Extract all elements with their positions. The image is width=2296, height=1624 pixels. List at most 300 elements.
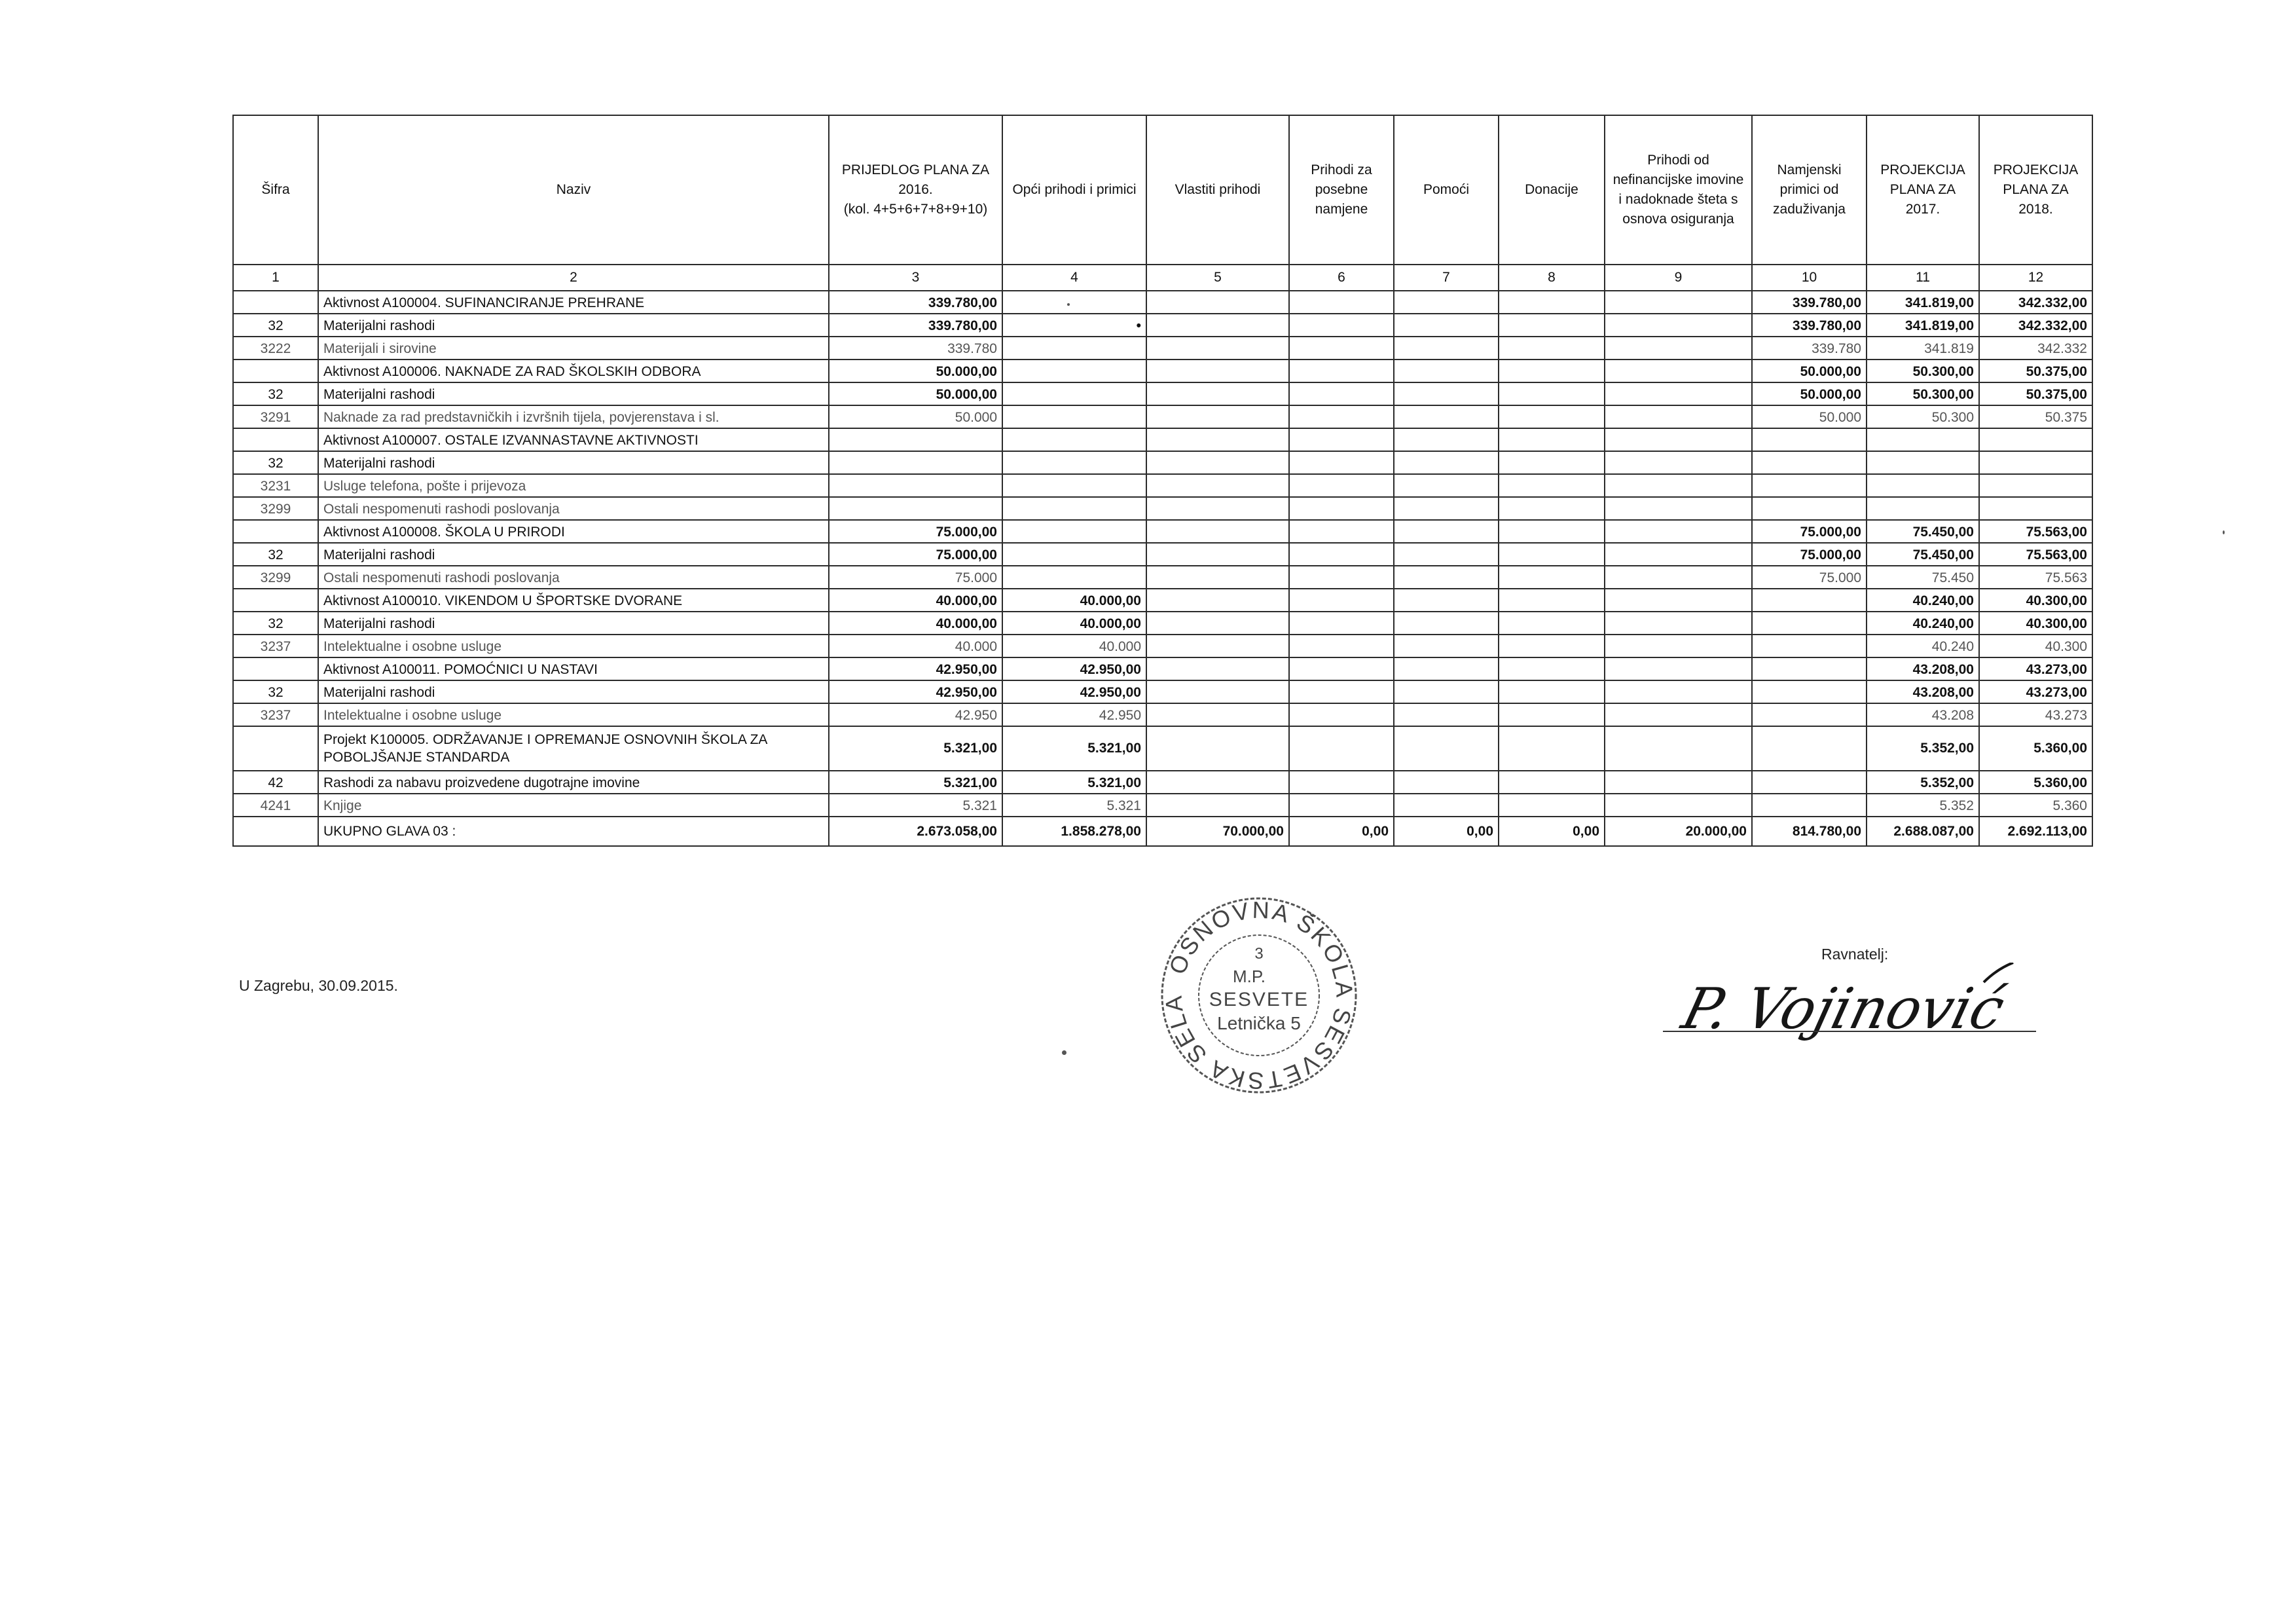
amount-namjenski-primici xyxy=(1752,451,1867,474)
amount-prijedlog-2016: 40.000,00 xyxy=(829,589,1002,612)
item-name: Usluge telefona, pošte i prijevoza xyxy=(318,474,829,497)
account-code: 32 xyxy=(233,612,318,635)
amount-donacije xyxy=(1499,771,1605,794)
table-row xyxy=(233,497,2092,520)
account-code: 4241 xyxy=(233,794,318,817)
amount-opci-prihodi xyxy=(1002,291,1146,314)
item-name: Intelektualne i osobne usluge xyxy=(318,635,829,657)
amount-posebne-namjene xyxy=(1289,566,1394,589)
amount-projekcija-2017: 341.819,00 xyxy=(1867,314,1979,337)
amount-donacije xyxy=(1499,451,1605,474)
table-row xyxy=(233,794,2092,817)
amount-prijedlog-2016: 42.950,00 xyxy=(829,680,1002,703)
amount-projekcija-2018: 50.375,00 xyxy=(1979,360,2092,382)
amount-projekcija-2017: 341.819,00 xyxy=(1867,291,1979,314)
table-row xyxy=(233,520,2092,543)
amount-projekcija-2017 xyxy=(1867,474,1979,497)
amount-prijedlog-2016: 42.950,00 xyxy=(829,657,1002,680)
amount-nefinancijska-imovina xyxy=(1605,680,1752,703)
table-row xyxy=(233,680,2092,703)
amount-vlastiti-prihodi xyxy=(1146,543,1289,566)
amount-pomoci xyxy=(1394,474,1499,497)
amount-vlastiti-prihodi xyxy=(1146,474,1289,497)
amount-nefinancijska-imovina xyxy=(1605,520,1752,543)
amount-pomoci xyxy=(1394,314,1499,337)
account-code: 3237 xyxy=(233,635,318,657)
amount-projekcija-2017: 50.300,00 xyxy=(1867,382,1979,405)
amount-projekcija-2018 xyxy=(1979,451,2092,474)
item-name: Aktivnost A100010. VIKENDOM U ŠPORTSKE DVORANE xyxy=(318,589,829,612)
account-code xyxy=(233,291,318,314)
amount-prijedlog-2016: 5.321,00 xyxy=(829,771,1002,794)
amount-prijedlog-2016: 75.000 xyxy=(829,566,1002,589)
place-date: U Zagrebu, 30.09.2015. xyxy=(239,977,398,994)
header-projekcija-2017: PROJEKCIJA PLANA ZA 2017. xyxy=(1867,115,1979,265)
amount-projekcija-2017: 75.450 xyxy=(1867,566,1979,589)
amount-vlastiti-prihodi xyxy=(1146,794,1289,817)
amount-donacije xyxy=(1499,726,1605,771)
column-number: 4 xyxy=(1002,265,1146,291)
amount-pomoci xyxy=(1394,635,1499,657)
amount-posebne-namjene xyxy=(1289,474,1394,497)
amount-opci-prihodi: 5.321 xyxy=(1002,794,1146,817)
amount-projekcija-2018: 50.375 xyxy=(1979,405,2092,428)
amount-pomoci xyxy=(1394,680,1499,703)
amount-opci-prihodi xyxy=(1002,497,1146,520)
amount-projekcija-2018: 40.300 xyxy=(1979,635,2092,657)
amount-opci-prihodi: 5.321,00 xyxy=(1002,771,1146,794)
amount-pomoci xyxy=(1394,451,1499,474)
amount-vlastiti-prihodi xyxy=(1146,612,1289,635)
amount-vlastiti-prihodi xyxy=(1146,360,1289,382)
account-code xyxy=(233,657,318,680)
amount-vlastiti-prihodi xyxy=(1146,337,1289,360)
amount-vlastiti-prihodi xyxy=(1146,703,1289,726)
amount-namjenski-primici xyxy=(1752,589,1867,612)
item-name: UKUPNO GLAVA 03 : xyxy=(318,817,829,846)
header-prijedlog xyxy=(829,115,1002,265)
amount-prijedlog-2016: 40.000,00 xyxy=(829,612,1002,635)
amount-namjenski-primici: 50.000,00 xyxy=(1752,360,1867,382)
header-namjenski-primici: Namjenski primici od zaduživanja xyxy=(1752,115,1867,265)
amount-projekcija-2017: 341.819 xyxy=(1867,337,1979,360)
amount-prijedlog-2016: 50.000,00 xyxy=(829,360,1002,382)
amount-namjenski-primici: 50.000,00 xyxy=(1752,382,1867,405)
amount-pomoci: 0,00 xyxy=(1394,817,1499,846)
table-body xyxy=(233,291,2092,846)
amount-posebne-namjene xyxy=(1289,520,1394,543)
amount-opci-prihodi xyxy=(1002,405,1146,428)
table-row xyxy=(233,612,2092,635)
amount-projekcija-2017: 75.450,00 xyxy=(1867,520,1979,543)
column-number: 2 xyxy=(318,265,829,291)
amount-opci-prihodi xyxy=(1002,566,1146,589)
stamp-number: 3 xyxy=(1254,945,1264,963)
amount-namjenski-primici xyxy=(1752,635,1867,657)
amount-projekcija-2017: 43.208,00 xyxy=(1867,657,1979,680)
amount-donacije xyxy=(1499,589,1605,612)
amount-projekcija-2018: 43.273 xyxy=(1979,703,2092,726)
amount-nefinancijska-imovina xyxy=(1605,703,1752,726)
amount-pomoci xyxy=(1394,360,1499,382)
amount-pomoci xyxy=(1394,612,1499,635)
amount-projekcija-2017 xyxy=(1867,497,1979,520)
amount-projekcija-2018: 2.692.113,00 xyxy=(1979,817,2092,846)
header-naziv: Naziv xyxy=(318,115,829,265)
amount-nefinancijska-imovina: 20.000,00 xyxy=(1605,817,1752,846)
account-code: 32 xyxy=(233,543,318,566)
amount-namjenski-primici: 75.000,00 xyxy=(1752,543,1867,566)
amount-opci-prihodi xyxy=(1002,451,1146,474)
header-vlastiti-prihodi: Vlastiti prihodi xyxy=(1146,115,1289,265)
header-pomoci: Pomoći xyxy=(1394,115,1499,265)
amount-namjenski-primici: 339.780,00 xyxy=(1752,314,1867,337)
svg-text:P. Vojinović: P. Vojinović xyxy=(1676,976,2011,1042)
stamp-street: Letnička 5 xyxy=(1217,1013,1301,1033)
amount-pomoci xyxy=(1394,771,1499,794)
account-code xyxy=(233,726,318,771)
amount-posebne-namjene xyxy=(1289,794,1394,817)
amount-posebne-namjene xyxy=(1289,589,1394,612)
amount-posebne-namjene xyxy=(1289,771,1394,794)
amount-vlastiti-prihodi xyxy=(1146,771,1289,794)
amount-nefinancijska-imovina xyxy=(1605,497,1752,520)
item-name: Aktivnost A100008. ŠKOLA U PRIRODI xyxy=(318,520,829,543)
table-row xyxy=(233,566,2092,589)
amount-namjenski-primici: 75.000,00 xyxy=(1752,520,1867,543)
amount-nefinancijska-imovina xyxy=(1605,451,1752,474)
amount-pomoci xyxy=(1394,726,1499,771)
amount-prijedlog-2016: 5.321 xyxy=(829,794,1002,817)
amount-projekcija-2018: 40.300,00 xyxy=(1979,589,2092,612)
amount-projekcija-2017: 40.240,00 xyxy=(1867,589,1979,612)
amount-prijedlog-2016 xyxy=(829,451,1002,474)
amount-vlastiti-prihodi xyxy=(1146,680,1289,703)
amount-donacije xyxy=(1499,566,1605,589)
amount-pomoci xyxy=(1394,337,1499,360)
amount-namjenski-primici xyxy=(1752,726,1867,771)
amount-projekcija-2018 xyxy=(1979,428,2092,451)
account-code: 3237 xyxy=(233,703,318,726)
amount-donacije xyxy=(1499,612,1605,635)
account-code: 3299 xyxy=(233,497,318,520)
amount-posebne-namjene xyxy=(1289,405,1394,428)
amount-nefinancijska-imovina xyxy=(1605,794,1752,817)
account-code: 32 xyxy=(233,314,318,337)
amount-projekcija-2017 xyxy=(1867,451,1979,474)
amount-nefinancijska-imovina xyxy=(1605,726,1752,771)
amount-namjenski-primici: 50.000 xyxy=(1752,405,1867,428)
amount-projekcija-2017: 75.450,00 xyxy=(1867,543,1979,566)
account-code: 3291 xyxy=(233,405,318,428)
amount-opci-prihodi xyxy=(1002,520,1146,543)
table-row xyxy=(233,635,2092,657)
amount-posebne-namjene xyxy=(1289,428,1394,451)
amount-donacije: 0,00 xyxy=(1499,817,1605,846)
amount-opci-prihodi xyxy=(1002,428,1146,451)
amount-opci-prihodi xyxy=(1002,382,1146,405)
amount-opci-prihodi: 42.950 xyxy=(1002,703,1146,726)
table-row xyxy=(233,657,2092,680)
column-number-row xyxy=(233,265,2092,291)
header-posebne-namjene: Prihodi za posebne namjene xyxy=(1289,115,1394,265)
table-row xyxy=(233,405,2092,428)
amount-pomoci xyxy=(1394,382,1499,405)
amount-donacije xyxy=(1499,382,1605,405)
amount-prijedlog-2016: 339.780,00 xyxy=(829,314,1002,337)
school-stamp xyxy=(1151,891,1367,1100)
amount-posebne-namjene xyxy=(1289,612,1394,635)
account-code xyxy=(233,520,318,543)
amount-nefinancijska-imovina xyxy=(1605,566,1752,589)
amount-pomoci xyxy=(1394,428,1499,451)
amount-nefinancijska-imovina xyxy=(1605,360,1752,382)
amount-projekcija-2018: 43.273,00 xyxy=(1979,657,2092,680)
amount-pomoci xyxy=(1394,703,1499,726)
amount-opci-prihodi: 40.000,00 xyxy=(1002,612,1146,635)
account-code: 42 xyxy=(233,771,318,794)
item-name: Materijalni rashodi xyxy=(318,680,829,703)
column-number: 3 xyxy=(829,265,1002,291)
table-row xyxy=(233,589,2092,612)
amount-pomoci xyxy=(1394,543,1499,566)
column-number: 10 xyxy=(1752,265,1867,291)
amount-donacije xyxy=(1499,314,1605,337)
amount-opci-prihodi xyxy=(1002,337,1146,360)
scan-speck xyxy=(1062,1050,1066,1055)
item-name: Naknade za rad predstavničkih i izvršnih tijela, povjerenstava i sl. xyxy=(318,405,829,428)
amount-posebne-namjene xyxy=(1289,314,1394,337)
amount-donacije xyxy=(1499,657,1605,680)
amount-pomoci xyxy=(1394,405,1499,428)
amount-projekcija-2017: 40.240,00 xyxy=(1867,612,1979,635)
amount-nefinancijska-imovina xyxy=(1605,657,1752,680)
amount-nefinancijska-imovina xyxy=(1605,635,1752,657)
column-number: 7 xyxy=(1394,265,1499,291)
amount-posebne-namjene xyxy=(1289,543,1394,566)
amount-prijedlog-2016: 2.673.058,00 xyxy=(829,817,1002,846)
stamp-ring-text: OSNOVNA ŠKOLA SESVETSKA SELA xyxy=(1159,896,1358,1095)
amount-pomoci xyxy=(1394,657,1499,680)
amount-projekcija-2018: 75.563 xyxy=(1979,566,2092,589)
table-row xyxy=(233,451,2092,474)
amount-nefinancijska-imovina xyxy=(1605,314,1752,337)
table-row xyxy=(233,382,2092,405)
amount-nefinancijska-imovina xyxy=(1605,589,1752,612)
amount-vlastiti-prihodi xyxy=(1146,589,1289,612)
amount-opci-prihodi xyxy=(1002,474,1146,497)
table-row xyxy=(233,360,2092,382)
amount-vlastiti-prihodi xyxy=(1146,726,1289,771)
item-name: Ostali nespomenuti rashodi poslovanja xyxy=(318,566,829,589)
amount-namjenski-primici xyxy=(1752,794,1867,817)
amount-posebne-namjene xyxy=(1289,497,1394,520)
amount-pomoci xyxy=(1394,794,1499,817)
amount-donacije xyxy=(1499,360,1605,382)
amount-pomoci xyxy=(1394,566,1499,589)
amount-projekcija-2017: 2.688.087,00 xyxy=(1867,817,1979,846)
amount-namjenski-primici xyxy=(1752,771,1867,794)
scan-speck xyxy=(1067,303,1070,306)
account-code: 3222 xyxy=(233,337,318,360)
account-code xyxy=(233,428,318,451)
amount-vlastiti-prihodi xyxy=(1146,405,1289,428)
account-code: 32 xyxy=(233,382,318,405)
table-row xyxy=(233,726,2092,771)
item-name: Aktivnost A100004. SUFINANCIRANJE PREHRANE xyxy=(318,291,829,314)
amount-pomoci xyxy=(1394,589,1499,612)
column-number: 1 xyxy=(233,265,318,291)
amount-namjenski-primici: 339.780,00 xyxy=(1752,291,1867,314)
table-row xyxy=(233,543,2092,566)
amount-namjenski-primici xyxy=(1752,497,1867,520)
amount-projekcija-2018: 5.360,00 xyxy=(1979,726,2092,771)
amount-donacije xyxy=(1499,291,1605,314)
item-name: Ostali nespomenuti rashodi poslovanja xyxy=(318,497,829,520)
amount-namjenski-primici: 75.000 xyxy=(1752,566,1867,589)
amount-namjenski-primici xyxy=(1752,428,1867,451)
amount-prijedlog-2016 xyxy=(829,497,1002,520)
amount-prijedlog-2016: 42.950 xyxy=(829,703,1002,726)
header-sifra: Šifra xyxy=(233,115,318,265)
amount-posebne-namjene xyxy=(1289,337,1394,360)
amount-projekcija-2018 xyxy=(1979,474,2092,497)
item-name: Projekt K100005. ODRŽAVANJE I OPREMANJE OSNOVNIH ŠKOLA ZA POBOLJŠANJE STANDARDA xyxy=(318,726,829,771)
amount-prijedlog-2016 xyxy=(829,474,1002,497)
amount-namjenski-primici xyxy=(1752,474,1867,497)
amount-opci-prihodi: 40.000 xyxy=(1002,635,1146,657)
amount-posebne-namjene xyxy=(1289,703,1394,726)
amount-vlastiti-prihodi xyxy=(1146,382,1289,405)
column-number: 11 xyxy=(1867,265,1979,291)
amount-pomoci xyxy=(1394,291,1499,314)
amount-donacije xyxy=(1499,794,1605,817)
amount-projekcija-2018: 342.332 xyxy=(1979,337,2092,360)
scan-speck xyxy=(2223,530,2225,534)
amount-vlastiti-prihodi: 70.000,00 xyxy=(1146,817,1289,846)
amount-projekcija-2017: 40.240 xyxy=(1867,635,1979,657)
amount-namjenski-primici xyxy=(1752,703,1867,726)
table-row xyxy=(233,314,2092,337)
amount-projekcija-2017: 5.352 xyxy=(1867,794,1979,817)
amount-donacije xyxy=(1499,703,1605,726)
amount-donacije xyxy=(1499,405,1605,428)
item-name: Aktivnost A100011. POMOĆNICI U NASTAVI xyxy=(318,657,829,680)
director-signature xyxy=(1676,963,2043,1048)
amount-vlastiti-prihodi xyxy=(1146,291,1289,314)
account-code: 32 xyxy=(233,451,318,474)
amount-nefinancijska-imovina xyxy=(1605,405,1752,428)
amount-posebne-namjene xyxy=(1289,657,1394,680)
amount-nefinancijska-imovina xyxy=(1605,382,1752,405)
amount-nefinancijska-imovina xyxy=(1605,474,1752,497)
item-name: Materijalni rashodi xyxy=(318,451,829,474)
amount-vlastiti-prihodi xyxy=(1146,497,1289,520)
table-header xyxy=(233,115,2092,291)
item-name: Rashodi za nabavu proizvedene dugotrajne imovine xyxy=(318,771,829,794)
column-number: 6 xyxy=(1289,265,1394,291)
amount-posebne-namjene: 0,00 xyxy=(1289,817,1394,846)
amount-namjenski-primici xyxy=(1752,657,1867,680)
amount-projekcija-2018: 5.360 xyxy=(1979,794,2092,817)
amount-posebne-namjene xyxy=(1289,726,1394,771)
amount-prijedlog-2016: 40.000 xyxy=(829,635,1002,657)
account-code xyxy=(233,589,318,612)
budget-table xyxy=(232,115,2093,847)
amount-opci-prihodi: 40.000,00 xyxy=(1002,589,1146,612)
amount-projekcija-2017 xyxy=(1867,428,1979,451)
item-name: Knjige xyxy=(318,794,829,817)
amount-nefinancijska-imovina xyxy=(1605,291,1752,314)
amount-vlastiti-prihodi xyxy=(1146,520,1289,543)
amount-projekcija-2018 xyxy=(1979,497,2092,520)
table-row xyxy=(233,771,2092,794)
amount-opci-prihodi: 42.950,00 xyxy=(1002,680,1146,703)
amount-namjenski-primici xyxy=(1752,612,1867,635)
amount-posebne-namjene xyxy=(1289,680,1394,703)
amount-opci-prihodi xyxy=(1002,543,1146,566)
header-row xyxy=(233,115,2092,265)
amount-nefinancijska-imovina xyxy=(1605,543,1752,566)
header-opci-prihodi: Opći prihodi i primici xyxy=(1002,115,1146,265)
amount-projekcija-2017: 5.352,00 xyxy=(1867,726,1979,771)
header-prijedlog-title: PRIJEDLOG PLANA ZA 2016. xyxy=(841,162,990,197)
amount-projekcija-2017: 5.352,00 xyxy=(1867,771,1979,794)
amount-nefinancijska-imovina xyxy=(1605,612,1752,635)
amount-posebne-namjene xyxy=(1289,291,1394,314)
amount-opci-prihodi: 1.858.278,00 xyxy=(1002,817,1146,846)
header-projekcija-2018: PROJEKCIJA PLANA ZA 2018. xyxy=(1979,115,2092,265)
amount-projekcija-2017: 43.208 xyxy=(1867,703,1979,726)
amount-projekcija-2018: 75.563,00 xyxy=(1979,520,2092,543)
amount-prijedlog-2016: 339.780,00 xyxy=(829,291,1002,314)
amount-prijedlog-2016: 50.000,00 xyxy=(829,382,1002,405)
item-name: Materijalni rashodi xyxy=(318,612,829,635)
amount-posebne-namjene xyxy=(1289,360,1394,382)
amount-projekcija-2017: 43.208,00 xyxy=(1867,680,1979,703)
amount-nefinancijska-imovina xyxy=(1605,428,1752,451)
amount-prijedlog-2016: 5.321,00 xyxy=(829,726,1002,771)
amount-opci-prihodi xyxy=(1002,360,1146,382)
total-row xyxy=(233,817,2092,846)
stamp-city: SESVETE xyxy=(1209,989,1309,1010)
amount-vlastiti-prihodi xyxy=(1146,566,1289,589)
amount-opci-prihodi: 42.950,00 xyxy=(1002,657,1146,680)
column-number: 8 xyxy=(1499,265,1605,291)
amount-nefinancijska-imovina xyxy=(1605,337,1752,360)
director-label: Ravnatelj: xyxy=(1821,946,1889,963)
amount-donacije xyxy=(1499,337,1605,360)
amount-prijedlog-2016: 75.000,00 xyxy=(829,543,1002,566)
amount-donacije xyxy=(1499,428,1605,451)
amount-donacije xyxy=(1499,474,1605,497)
amount-projekcija-2018: 43.273,00 xyxy=(1979,680,2092,703)
amount-donacije xyxy=(1499,520,1605,543)
amount-donacije xyxy=(1499,497,1605,520)
stamp-mp: M.P. xyxy=(1232,967,1266,986)
table-row xyxy=(233,703,2092,726)
amount-posebne-namjene xyxy=(1289,451,1394,474)
amount-posebne-namjene xyxy=(1289,635,1394,657)
amount-projekcija-2018: 342.332,00 xyxy=(1979,314,2092,337)
table-row xyxy=(233,474,2092,497)
amount-vlastiti-prihodi xyxy=(1146,657,1289,680)
amount-pomoci xyxy=(1394,497,1499,520)
table-row xyxy=(233,337,2092,360)
amount-prijedlog-2016: 50.000 xyxy=(829,405,1002,428)
amount-projekcija-2017: 50.300,00 xyxy=(1867,360,1979,382)
amount-prijedlog-2016: 75.000,00 xyxy=(829,520,1002,543)
